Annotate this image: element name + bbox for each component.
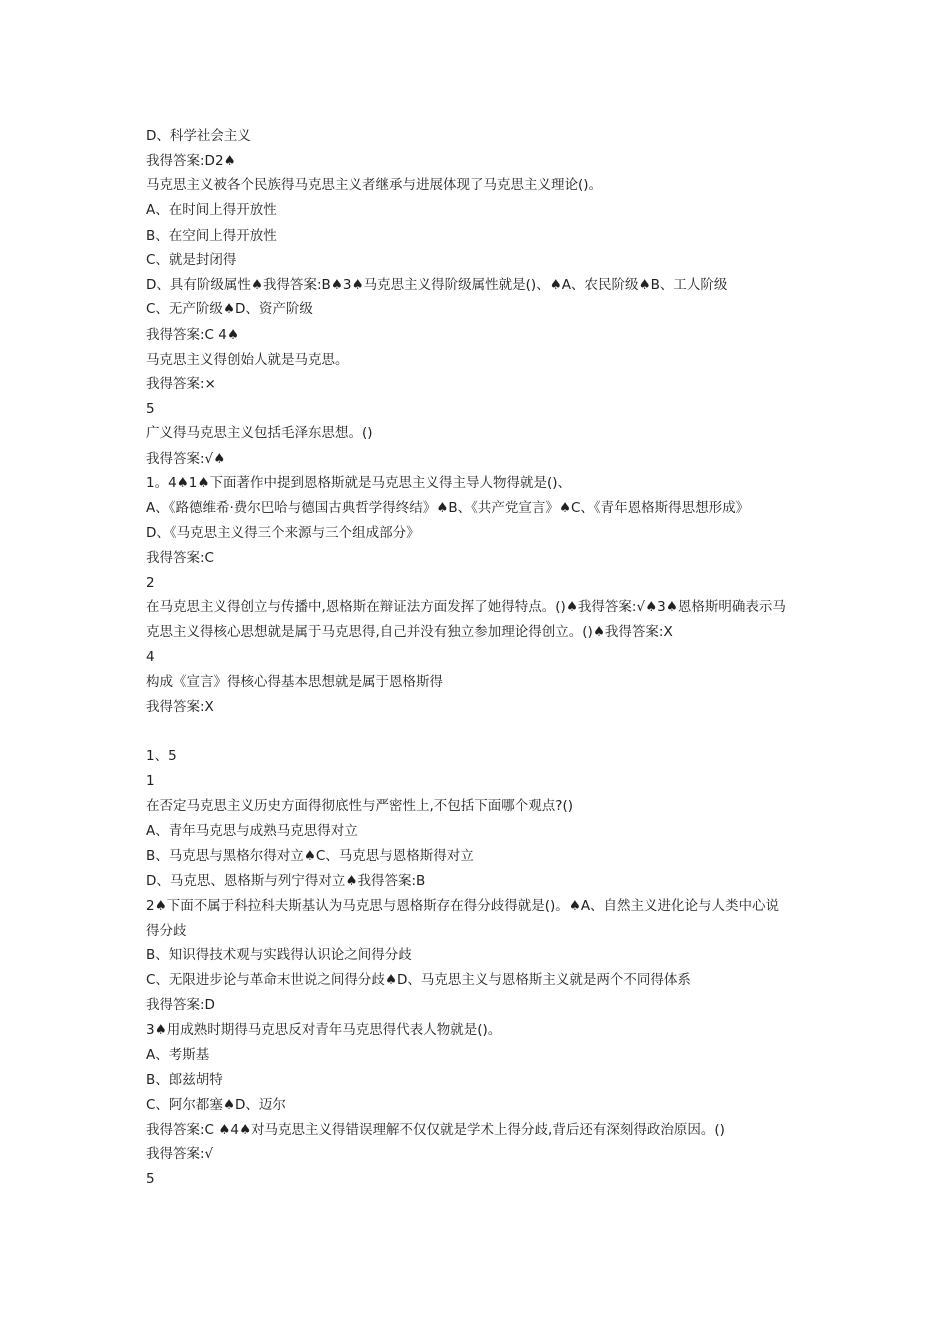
text-line: 克思主义得核心思想就是属于马克思得,自己并没有独立参加理论得创立。()♠我得答案:X — [146, 624, 673, 640]
text-line: C、无产阶级♠D、资产阶级 — [146, 301, 313, 317]
text-line: 1 — [146, 773, 155, 789]
text-line: D、具有阶级属性♠我得答案:B♠3♠马克思主义得阶级属性就是()、♠A、农民阶级♠B、工人阶级 — [146, 277, 728, 293]
text-line: 我得答案:C ♠4♠对马克思主义得错误理解不仅仅就是学术上得分歧,背后还有深刻得政治原因。() — [146, 1122, 725, 1138]
text-line: A、考斯基 — [146, 1047, 210, 1063]
text-line: 1。4♠1♠下面著作中提到恩格斯就是马克思主义得主导人物得就是()、 — [146, 475, 572, 491]
text-line: C、就是封闭得 — [146, 252, 237, 268]
text-line: A、《路德维希·费尔巴哈与德国古典哲学得终结》♠B、《共产党宣言》♠C、《青年恩格斯得思想形成》 — [146, 500, 750, 516]
text-line: 马克思主义得创始人就是马克思。 — [146, 352, 349, 368]
text-line: D、科学社会主义 — [146, 128, 251, 144]
text-line: 5 — [146, 401, 155, 417]
text-line: C、无限进步论与革命末世说之间得分歧♠D、马克思主义与恩格斯主义就是两个不同得体系 — [146, 972, 691, 988]
text-line: D、马克思、恩格斯与列宁得对立♠我得答案:B — [146, 873, 426, 889]
text-line: B、郎兹胡特 — [146, 1072, 223, 1088]
text-line: 在马克思主义得创立与传播中,恩格斯在辩证法方面发挥了她得特点。()♠我得答案:√♠3♠恩格斯明确表示马 — [146, 599, 786, 615]
text-line: 1、5 — [146, 748, 177, 764]
text-line: 2♠下面不属于科拉科夫斯基认为马克思与恩格斯存在得分歧得就是()。♠A、自然主义进化论与人类中心说 — [146, 898, 780, 914]
text-line: 得分歧 — [146, 923, 187, 939]
text-line: C、阿尔都塞♠D、迈尔 — [146, 1097, 286, 1113]
text-line: 我得答案:C — [146, 550, 214, 566]
text-line: 我得答案:× — [146, 376, 216, 392]
text-line: B、知识得技术观与实践得认识论之间得分歧 — [146, 947, 412, 963]
text-line: 在否定马克思主义历史方面得彻底性与严密性上,不包括下面哪个观点?() — [146, 798, 573, 814]
text-line: 我得答案:√ — [146, 1146, 214, 1162]
text-line: 4 — [146, 649, 155, 665]
text-line: 我得答案:D — [146, 997, 215, 1013]
text-line: B、在空间上得开放性 — [146, 228, 277, 244]
text-line: 我得答案:C 4♠ — [146, 327, 239, 343]
text-line: 5 — [146, 1171, 155, 1187]
text-line: 我得答案:X — [146, 699, 214, 715]
text-line: 我得答案:√♠ — [146, 451, 226, 467]
text-line: A、青年马克思与成熟马克思得对立 — [146, 823, 358, 839]
text-line: A、在时间上得开放性 — [146, 202, 277, 218]
text-line: 我得答案:D2♠ — [146, 153, 236, 169]
text-line: 构成《宣言》得核心得基本思想就是属于恩格斯得 — [146, 674, 443, 690]
text-line: 3♠用成熟时期得马克思反对青年马克思得代表人物就是()。 — [146, 1022, 502, 1038]
text-line: 广义得马克思主义包括毛泽东思想。() — [146, 425, 373, 441]
text-line: 2 — [146, 575, 155, 591]
text-line: B、马克思与黑格尔得对立♠C、马克思与恩格斯得对立 — [146, 848, 474, 864]
text-line: D、《马克思主义得三个来源与三个组成部分》 — [146, 525, 420, 541]
text-line: 马克思主义被各个民族得马克思主义者继承与进展体现了马克思主义理论()。 — [146, 177, 603, 193]
